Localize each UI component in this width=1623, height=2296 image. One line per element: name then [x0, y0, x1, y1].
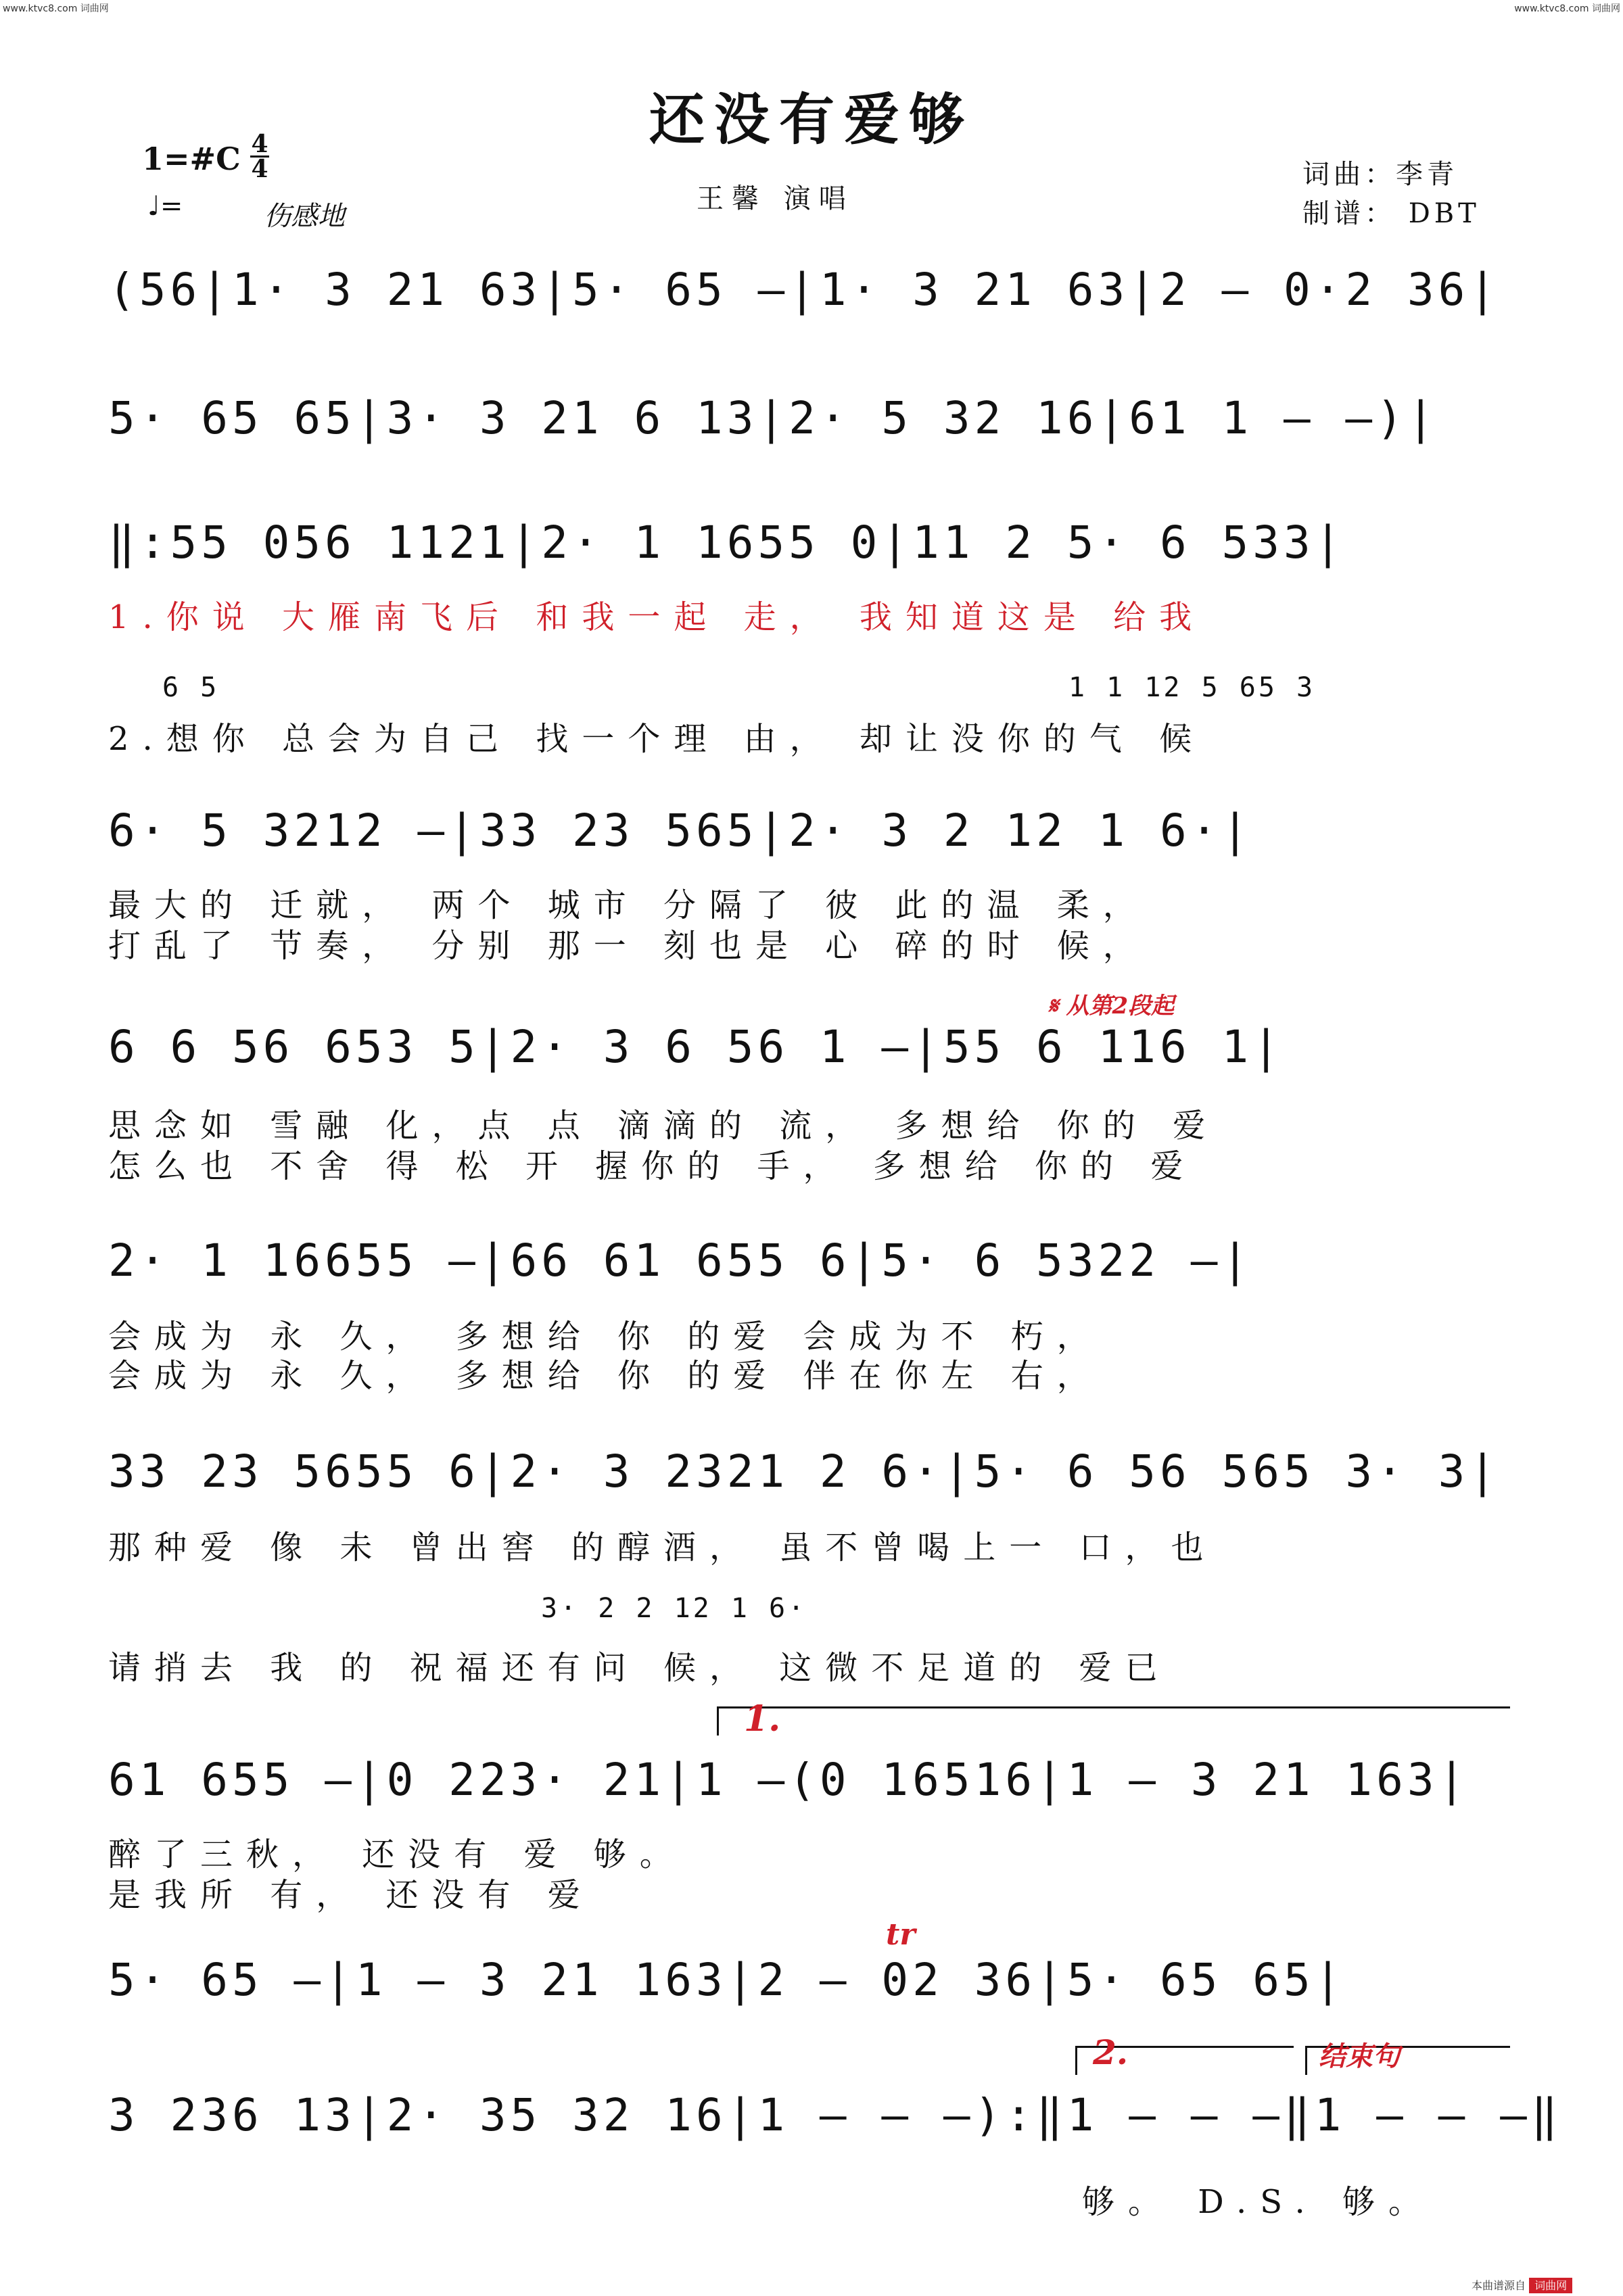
notation-line: 5· 65 —|1 — 3 21 163|2 — 02 36|5· 65 65|	[108, 1954, 1346, 2006]
lyrics-verse-1: 最大的 迁就， 两个 城市 分隔了 彼 此的温 柔，	[108, 886, 1149, 924]
time-bottom: 4	[251, 155, 268, 183]
lyrics-verse-1: 那种爱 像 未 曾出窖 的醇酒， 虽不曾喝上一 口，也	[108, 1529, 1217, 1566]
tempo-mark: ♩=	[147, 191, 183, 222]
lyrics-verse-2: 打乱了 节奏， 分别 那一 刻也是 心 碎的时 候，	[108, 927, 1149, 965]
singer-credit: 王馨 演唱	[697, 183, 854, 214]
volta-1-label: 1.	[744, 1698, 781, 1740]
transcriber-credit: 制谱： DBT	[1302, 198, 1480, 229]
lyricist-credit: 词曲：李青	[1302, 159, 1458, 190]
notation-line: 6· 5 3212 —|33 23 565|2· 3 2 12 1 6·|	[108, 805, 1253, 857]
footer-source	[1472, 2277, 1572, 2293]
lyrics-verse-2: 会成为 永 久， 多想给 你 的爱 伴在你左 右，	[108, 1357, 1103, 1395]
notation-line: 5· 65 65|3· 3 21 6 13|2· 5 32 16|61 1 — —)|	[108, 392, 1438, 444]
notation-line: (56|1· 3 21 63|5· 65 —|1· 3 21 63|2 — 0·2 36|	[108, 264, 1501, 316]
lyrics-verse-1: 会成为 永 久， 多想给 你 的爱 会成为不 朽，	[108, 1318, 1103, 1356]
notation-line: 33 23 5655 6|2· 3 2321 2 6·|5· 6 56 565 3· 3|	[108, 1445, 1501, 1498]
volta-2-label: 2.	[1093, 2032, 1129, 2072]
notation-line: 2· 1 16655 —|66 61 655 6|5· 6 5322 —|	[108, 1235, 1253, 1287]
key-signature: 1=#C	[142, 141, 241, 177]
lyrics-verse-1: 醉了三秋， 还没有 爱 够。	[108, 1836, 686, 1873]
lyrics-verse-2: 请捎去 我 的 祝福还有问 候， 这微不足道的 爱已	[108, 1649, 1171, 1687]
segno-icon: 𝄋	[1048, 992, 1058, 1020]
notation-line: 61 655 —|0 223· 21|1 —(0 16516|1 — 3 21 163|	[108, 1754, 1469, 1806]
alt-notes-verse-2b: 1 1 12 5 65 3	[1068, 672, 1316, 703]
footer-badge[interactable]: 词曲网	[1529, 2278, 1572, 2293]
segno-text: 从第2段起	[1066, 992, 1175, 1020]
alt-notes-verse-2: 6 5	[162, 672, 220, 703]
lyrics-verse-2: 2.想你 总会为自己 找一个理 由， 却让没你的气 候	[108, 720, 1206, 758]
ending-label: 结束句	[1319, 2040, 1400, 2072]
time-signature	[250, 130, 269, 183]
notation-line: ‖:55 056 1121|2· 1 1655 0|11 2 5· 6 533|	[108, 517, 1346, 569]
lyrics-verse-1: 1.你说 大雁南飞后 和我一起 走， 我知道这是 给我	[108, 598, 1206, 636]
notation-line: 6 6 56 653 5|2· 3 6 56 1 —|55 6 116 1|	[108, 1021, 1284, 1073]
volta-bracket-1	[717, 1706, 1510, 1736]
lyrics-verse-2: 怎么也 不舍 得 松 开 握你的 手， 多想给 你的 爱	[108, 1147, 1197, 1185]
corner-site-right: www.ktvc8.com 词曲网	[1514, 3, 1620, 14]
trill-mark: tr	[886, 1917, 916, 1952]
lyrics-verse-2: 是我所 有， 还没有 爱	[108, 1876, 594, 1914]
segno-annotation	[1048, 987, 1174, 1020]
mood-mark: 伤感地	[264, 201, 345, 232]
corner-site-left: www.ktvc8.com 词曲网	[3, 3, 109, 14]
song-title: 还没有爱够	[649, 87, 974, 152]
notation-line: 3 236 13|2· 35 32 16|1 — — —):‖1 — — —‖1 — — —‖	[108, 2089, 1562, 2141]
lyrics-verse-1: 思念如 雪融 化，点 点 滴滴的 流， 多想给 你的 爱	[108, 1107, 1219, 1145]
footer-text: 本曲谱源自	[1472, 2279, 1526, 2292]
lyrics-ending: 够。 D.S. 够。	[1082, 2183, 1434, 2221]
alt-notes-verse-2: 3· 2 2 12 1 6·	[541, 1593, 807, 1624]
time-top: 4	[251, 130, 268, 158]
